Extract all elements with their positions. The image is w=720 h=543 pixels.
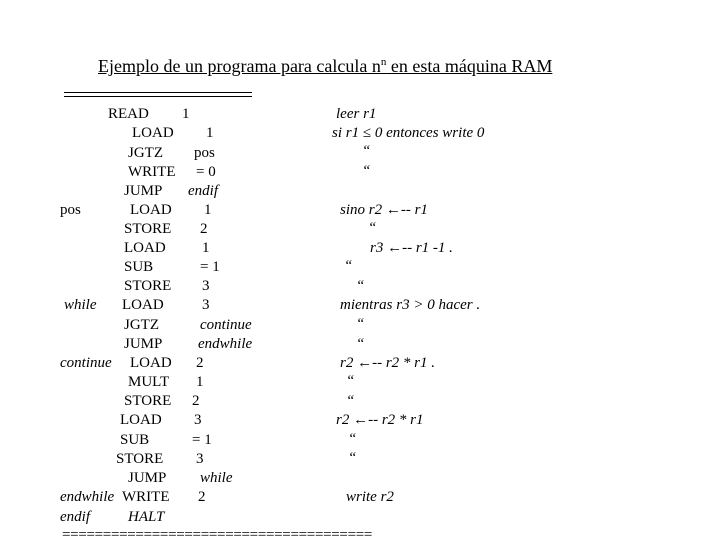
arg: continue (200, 317, 252, 333)
op-read: READ (108, 106, 149, 122)
bottom-rule: ====================================== (62, 527, 373, 543)
op-store: STORE (116, 451, 164, 467)
arg: endwhile (198, 336, 253, 352)
op-jump: JUMP (124, 336, 163, 352)
comment: r3 ←-- r1 -1 . (370, 240, 453, 256)
comment: “ (356, 336, 365, 352)
op-load: LOAD (130, 202, 172, 218)
comment: “ (348, 431, 357, 447)
comment: r2 ←-- r2 * r1 . (340, 355, 436, 371)
arg: 3 (194, 412, 202, 428)
label-endwhile: endwhile (60, 489, 115, 505)
comment: si r1 ≤ 0 entonces write 0 (332, 125, 485, 141)
label-pos: pos (60, 202, 81, 218)
op-load: LOAD (132, 125, 174, 141)
arg: 1 (196, 374, 204, 390)
comment: “ (344, 258, 353, 274)
arg: 2 (198, 489, 206, 505)
page-title: Ejemplo de un programa para calcula $n^n$ en esta máquina RAM (98, 56, 553, 76)
label-endif: endif (60, 509, 90, 525)
arg: 2 (200, 221, 208, 237)
arg: 1 (204, 202, 212, 218)
op-store: STORE (124, 278, 172, 294)
title-double-rule (64, 92, 252, 97)
op-jgtz: JGTZ (128, 145, 163, 161)
op-write: WRITE (122, 489, 170, 505)
op-load: LOAD (124, 240, 166, 256)
op-mult: MULT (128, 374, 170, 390)
comment: “ (356, 278, 365, 294)
op-halt: HALT (128, 509, 165, 525)
arg: = 1 (200, 259, 220, 275)
op-jgtz: JGTZ (124, 317, 159, 333)
arg: pos (194, 145, 215, 161)
op-jump: JUMP (128, 470, 167, 486)
arg: 1 (206, 125, 214, 141)
arg: 2 (192, 393, 200, 409)
op-store: STORE (124, 221, 172, 237)
comment: sino r2 ←-- r1 (340, 202, 428, 218)
comment: “ (348, 450, 357, 466)
arg: 3 (202, 297, 210, 313)
arg: 1 (182, 106, 190, 122)
arg: = 0 (196, 164, 216, 180)
arg: = 1 (192, 432, 212, 448)
arg: 3 (196, 451, 204, 467)
arg: while (200, 470, 233, 486)
comment: mientras r3 > 0 hacer . (340, 297, 481, 313)
comment: r2 ←-- r2 * r1 (336, 412, 424, 428)
comment: “ (346, 373, 355, 389)
op-write: WRITE (128, 164, 176, 180)
comment: “ (362, 163, 371, 179)
arg: 3 (202, 278, 210, 294)
comment: leer r1 (336, 106, 377, 122)
op-jump: JUMP (124, 183, 163, 199)
arg: 2 (196, 355, 204, 371)
op-load: LOAD (130, 355, 172, 371)
comment: write r2 (346, 489, 394, 505)
comment: “ (346, 393, 355, 409)
op-load: LOAD (120, 412, 162, 428)
comment: “ (362, 143, 371, 159)
op-store: STORE (124, 393, 172, 409)
op-sub: SUB (124, 259, 154, 275)
comment: “ (368, 220, 377, 236)
label-continue: continue (60, 355, 112, 371)
arg: endif (188, 183, 218, 199)
arg: 1 (202, 240, 210, 256)
comment: “ (356, 316, 365, 332)
op-sub: SUB (120, 432, 150, 448)
label-while: while (64, 297, 97, 313)
op-load: LOAD (122, 297, 164, 313)
